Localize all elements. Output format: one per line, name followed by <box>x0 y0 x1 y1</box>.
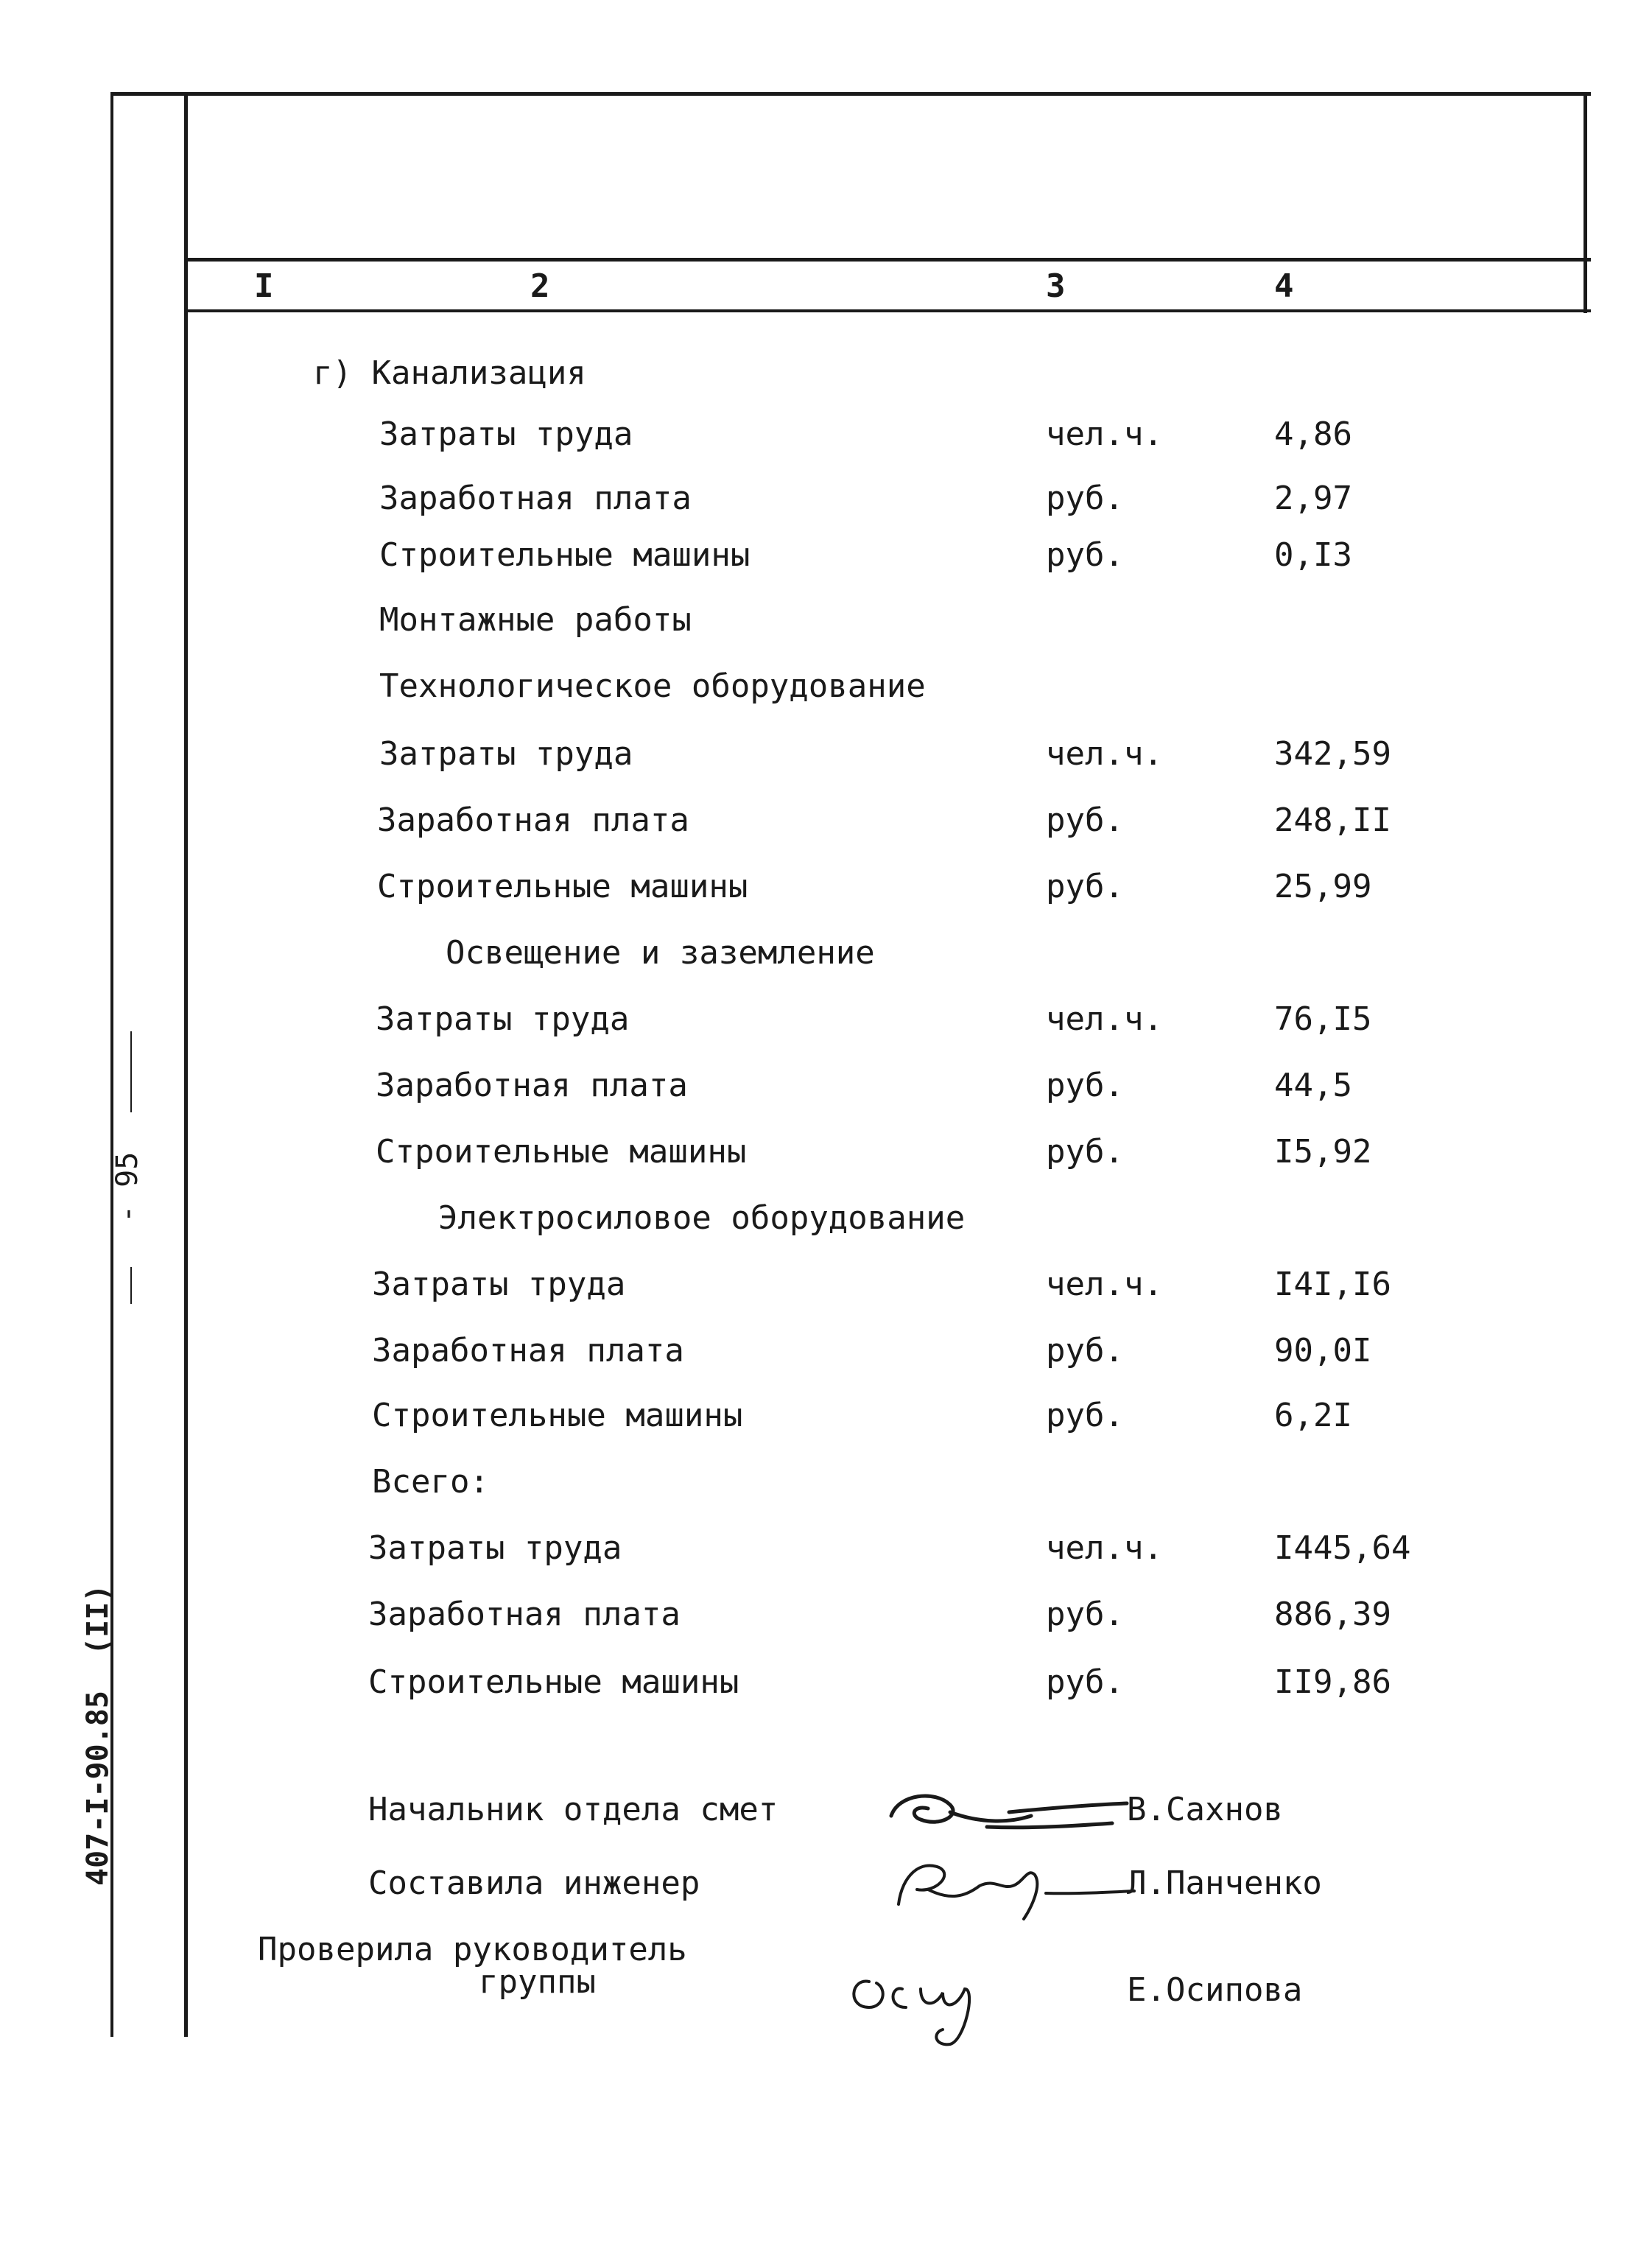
row-unit: чел.ч. <box>1046 735 1163 773</box>
section-title: г) Канализация <box>313 354 586 392</box>
row-value: 2,97 <box>1274 480 1352 517</box>
row-value: 44,5 <box>1274 1067 1352 1104</box>
row-value: I4I,I6 <box>1274 1266 1391 1303</box>
row-unit: руб. <box>1046 1067 1124 1104</box>
row-value: 342,59 <box>1274 735 1391 773</box>
total-row-name: Заработная плата <box>368 1596 681 1633</box>
header-bottom-line <box>184 309 1591 312</box>
margin-dash-1 <box>130 1031 132 1112</box>
row-unit: чел.ч. <box>1046 415 1163 453</box>
heading-power-equipment: Электросиловое оборудование <box>438 1199 966 1237</box>
row-unit: руб. <box>1046 536 1124 574</box>
row-name: Заработная плата <box>379 480 692 517</box>
signature-role-line-2: группы <box>479 1963 596 2001</box>
signature-name-head: В.Сахнов <box>1127 1791 1283 1828</box>
signature-name-engineer: Л.Панченко <box>1127 1864 1322 1902</box>
row-value: 0,I3 <box>1274 536 1352 574</box>
total-row-unit: руб. <box>1046 1663 1124 1701</box>
page-number: - 95 <box>110 1151 144 1223</box>
row-name: Затраты труда <box>379 415 633 453</box>
row-unit: чел.ч. <box>1046 1266 1163 1303</box>
column-header-2: 2 <box>530 267 550 305</box>
total-row-unit: руб. <box>1046 1596 1124 1633</box>
heading-montage: Монтажные работы <box>379 601 692 639</box>
row-name: Строительные машины <box>372 1397 743 1434</box>
margin-code: 407-I-90.85 (II) <box>81 1584 115 1886</box>
total-row-value: II9,86 <box>1274 1663 1391 1701</box>
heading-tech-equipment: Технологическое оборудование <box>379 667 926 705</box>
row-unit: руб. <box>1046 868 1124 905</box>
total-row-name: Строительные машины <box>368 1663 739 1701</box>
row-name: Строительные машины <box>376 1133 747 1171</box>
row-value: 25,99 <box>1274 868 1372 905</box>
signature-role-line-1: Проверила руководитель <box>258 1931 687 1968</box>
signature-checker-scribble <box>840 1937 1061 2048</box>
row-name: Строительные машины <box>379 536 751 574</box>
column-header-3: 3 <box>1046 267 1066 305</box>
total-row-unit: чел.ч. <box>1046 1529 1163 1567</box>
row-unit: руб. <box>1046 801 1124 839</box>
frame-top-border <box>110 92 1591 96</box>
total-row-name: Затраты труда <box>368 1529 622 1567</box>
row-value: 6,2I <box>1274 1397 1352 1434</box>
row-unit: руб. <box>1046 1397 1124 1434</box>
row-name: Строительные машины <box>377 868 748 905</box>
signature-role-engineer: Составила инженер <box>368 1864 700 1902</box>
signature-role-checker <box>258 1931 687 2001</box>
signature-name-checker: Е.Осипова <box>1127 1971 1303 2009</box>
row-value: I5,92 <box>1274 1133 1372 1171</box>
signature-head-scribble <box>869 1783 1134 1849</box>
total-row-value: I445,64 <box>1274 1529 1411 1567</box>
row-value: 76,I5 <box>1274 1000 1372 1038</box>
heading-lighting: Освещение и заземление <box>446 934 875 972</box>
row-unit: руб. <box>1046 480 1124 517</box>
frame-left-inner <box>184 92 188 2037</box>
row-unit: руб. <box>1046 1332 1124 1369</box>
heading-total: Всего: <box>372 1463 489 1501</box>
row-name: Заработная плата <box>377 801 689 839</box>
row-name: Заработная плата <box>372 1332 684 1369</box>
row-name: Затраты труда <box>376 1000 630 1038</box>
column-header-4: 4 <box>1274 267 1294 305</box>
row-value: 248,II <box>1274 801 1391 839</box>
column-header-1: I <box>254 267 274 305</box>
row-value: 90,0I <box>1274 1332 1372 1369</box>
row-unit: руб. <box>1046 1133 1124 1171</box>
frame-right-border <box>1584 92 1587 313</box>
signature-role-head: Начальник отдела смет <box>368 1791 778 1828</box>
row-name: Затраты труда <box>372 1266 626 1303</box>
signature-engineer-scribble <box>876 1845 1142 1926</box>
row-value: 4,86 <box>1274 415 1352 453</box>
row-name: Затраты труда <box>379 735 633 773</box>
header-top-line <box>184 258 1591 262</box>
total-row-value: 886,39 <box>1274 1596 1391 1633</box>
margin-dash-2 <box>130 1267 132 1304</box>
row-unit: чел.ч. <box>1046 1000 1163 1038</box>
row-name: Заработная плата <box>376 1067 688 1104</box>
